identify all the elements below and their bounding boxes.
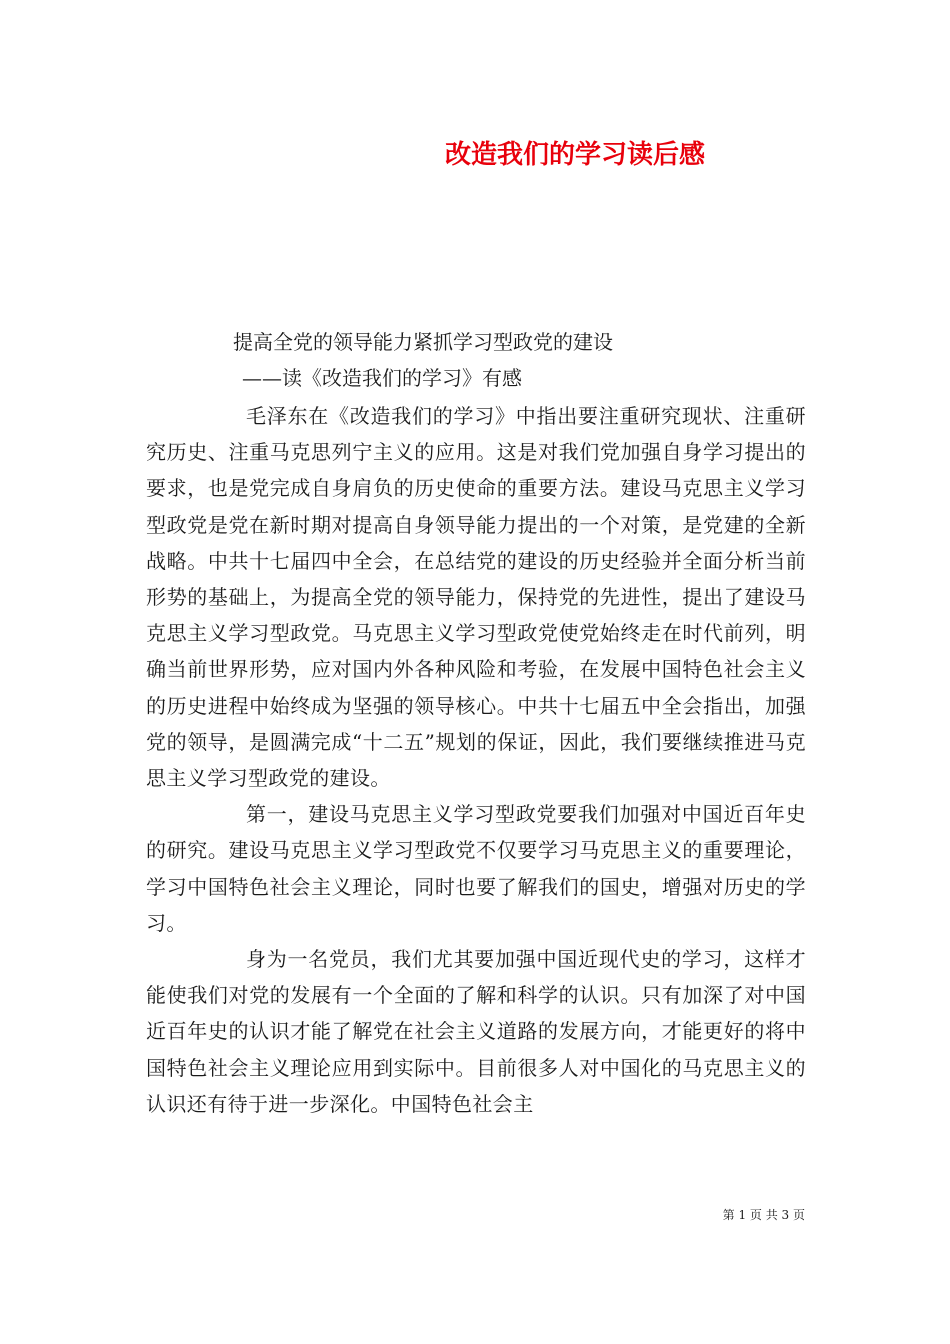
subtitle-main: 提高全党的领导能力紧抓学习型政党的建设 (233, 330, 613, 354)
page-number: 第 1 页 共 3 页 (722, 1208, 805, 1222)
paragraph-1: 毛泽东在《改造我们的学习》中指出要注重研究现状、注重研究历史、注重马克思列宁主义的应用。这是对我们党加强自身学习提出的要求，也是党完成自身肩负的历史使命的重要方法。建设马克思主义学习型政党是党在新时期对提高自身领导能力提出的一个对策，是党建的全新战略。中共十七届四中全会，在总结党的建设的历史经验并全面分析当前形势的基础上，为提高全党的领导能力，保持党的先进性，提出了建设马克思主义学习型政党。马克思主义学习型政党使党始终走在时代前列，明确当前世界形势，应对国内外各种风险和考验，在发展中国特色社会主义的历史进程中始终成为坚强的领导核心。中共十七届五中全会指出，加强党的领导，是圆满完成“十二五”规划的保证，因此，我们要继续推进马克思主义学习型政党的建设。 (146, 404, 806, 791)
paragraph-2: 第一，建设马克思主义学习型政党要我们加强对中国近百年史的研究。建设马克思主义学习型政党不仅要学习马克思主义的重要理论，学习中国特色社会主义理论，同时也要了解我们的国史，增强对历史的学习。 (146, 802, 806, 935)
document-title: 改造我们的学习读后感 (444, 140, 705, 170)
paragraph-3: 身为一名党员，我们尤其要加强中国近现代史的学习，这样才能使我们对党的发展有一个全面的了解和科学的认识。只有加深了对中国近百年史的认识才能了解党在社会主义道路的发展方向，才能更好的将中国特色社会主义理论应用到实际中。目前很多人对中国化的马克思主义的认识还有待于进一步深化。中国特色社会主 (146, 947, 806, 1116)
subtitle-sub: ——读《改造我们的学习》有感 (242, 366, 522, 390)
body-text (146, 398, 806, 1122)
